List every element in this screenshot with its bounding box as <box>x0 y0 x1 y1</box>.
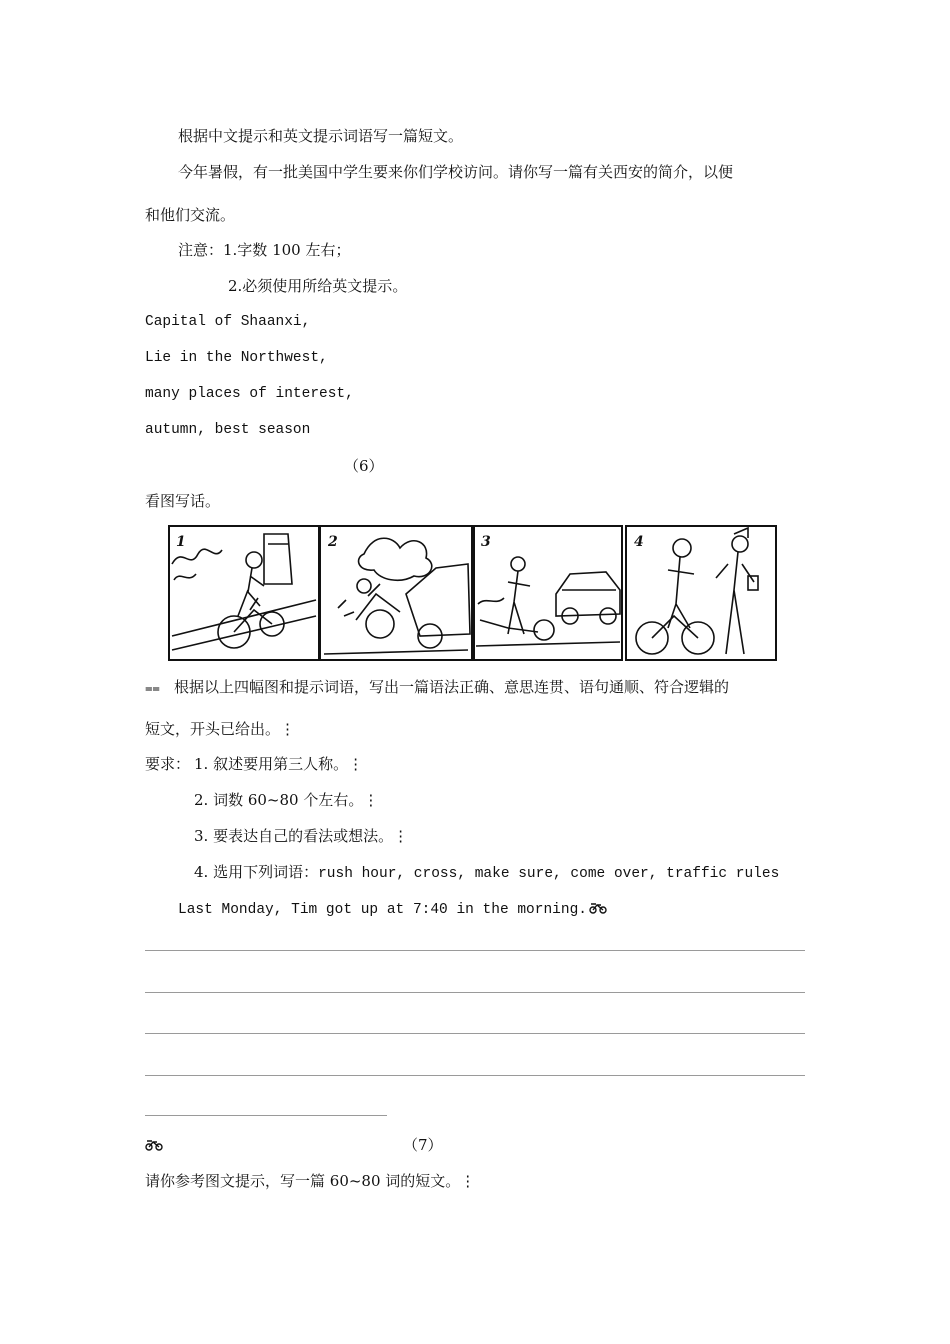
comic-panel-2 <box>320 526 472 660</box>
question-6-number: （6） <box>344 457 384 475</box>
prompt-text-1: 根据以上四幅图和提示词语，写出一篇语法正确、意思连贯、语句通顺、符合逻辑的 <box>173 678 729 696</box>
answer-line-1[interactable] <box>145 950 805 951</box>
prompt-line-1 <box>145 677 729 699</box>
story-opening <box>178 898 607 920</box>
requirement-4-prefix: 4. 选用下列词语： <box>194 863 319 881</box>
requirement-4-words: rush hour, cross, make sure, come over, traffic rules <box>318 866 780 882</box>
panel-2-label: 2 <box>328 534 338 550</box>
hint-season: autumn, best season <box>145 422 311 438</box>
note-2: 2.必须使用所给英文提示。 <box>228 277 408 295</box>
question-7-number: （7） <box>403 1136 443 1154</box>
requirement-4 <box>194 862 779 884</box>
scenario-line-2: 和他们交流。 <box>145 206 236 224</box>
question-7-marker-row <box>145 1135 163 1155</box>
comic-strip <box>168 524 778 662</box>
panel-1-label: 1 <box>176 534 186 550</box>
hint-capital: Capital of Shaanxi, <box>145 314 311 330</box>
answer-line-5[interactable] <box>145 1115 387 1116</box>
answer-line-2[interactable] <box>145 992 805 993</box>
answer-line-3[interactable] <box>145 1033 805 1034</box>
hint-places: many places of interest, <box>145 386 354 402</box>
answer-line-4[interactable] <box>145 1075 805 1076</box>
requirement-1: 1. 叙述要用第三人称。⋮ <box>194 755 364 773</box>
panel-3-label: 3 <box>481 534 491 550</box>
comic-panel-1 <box>169 526 319 660</box>
prompt-line-2: 短文，开头已给出。⋮ <box>145 720 296 738</box>
requirements-label: 要求： <box>145 755 191 773</box>
panel-4-label: 4 <box>634 534 644 550</box>
question-7-instruction: 请你参考图文提示，写一篇 60~80 词的短文。⋮ <box>145 1172 476 1190</box>
comic-panel-3 <box>474 526 622 660</box>
scenario-line-1: 今年暑假，有一批美国中学生要来你们学校访问。请你写一篇有关西安的简介，以便 <box>178 163 734 181</box>
requirement-3: 3. 要表达自己的看法或想法。⋮ <box>194 827 409 845</box>
question-6-title: 看图写话。 <box>145 492 221 510</box>
comic-panel-4 <box>626 526 776 660</box>
bike-glyph-icon <box>589 902 607 914</box>
instruction-line: 根据中文提示和英文提示词语写一篇短文。 <box>178 127 464 145</box>
bike-glyph-icon <box>145 1139 163 1151</box>
prompt-marker: ⩵ <box>145 681 160 696</box>
requirement-2: 2. 词数 60~80 个左右。⋮ <box>194 791 379 809</box>
note-1: 注意：1.字数 100 左右； <box>178 241 351 259</box>
story-opening-text: Last Monday, Tim got up at 7:40 in the morning. <box>178 902 587 918</box>
hint-location: Lie in the Northwest, <box>145 350 328 366</box>
